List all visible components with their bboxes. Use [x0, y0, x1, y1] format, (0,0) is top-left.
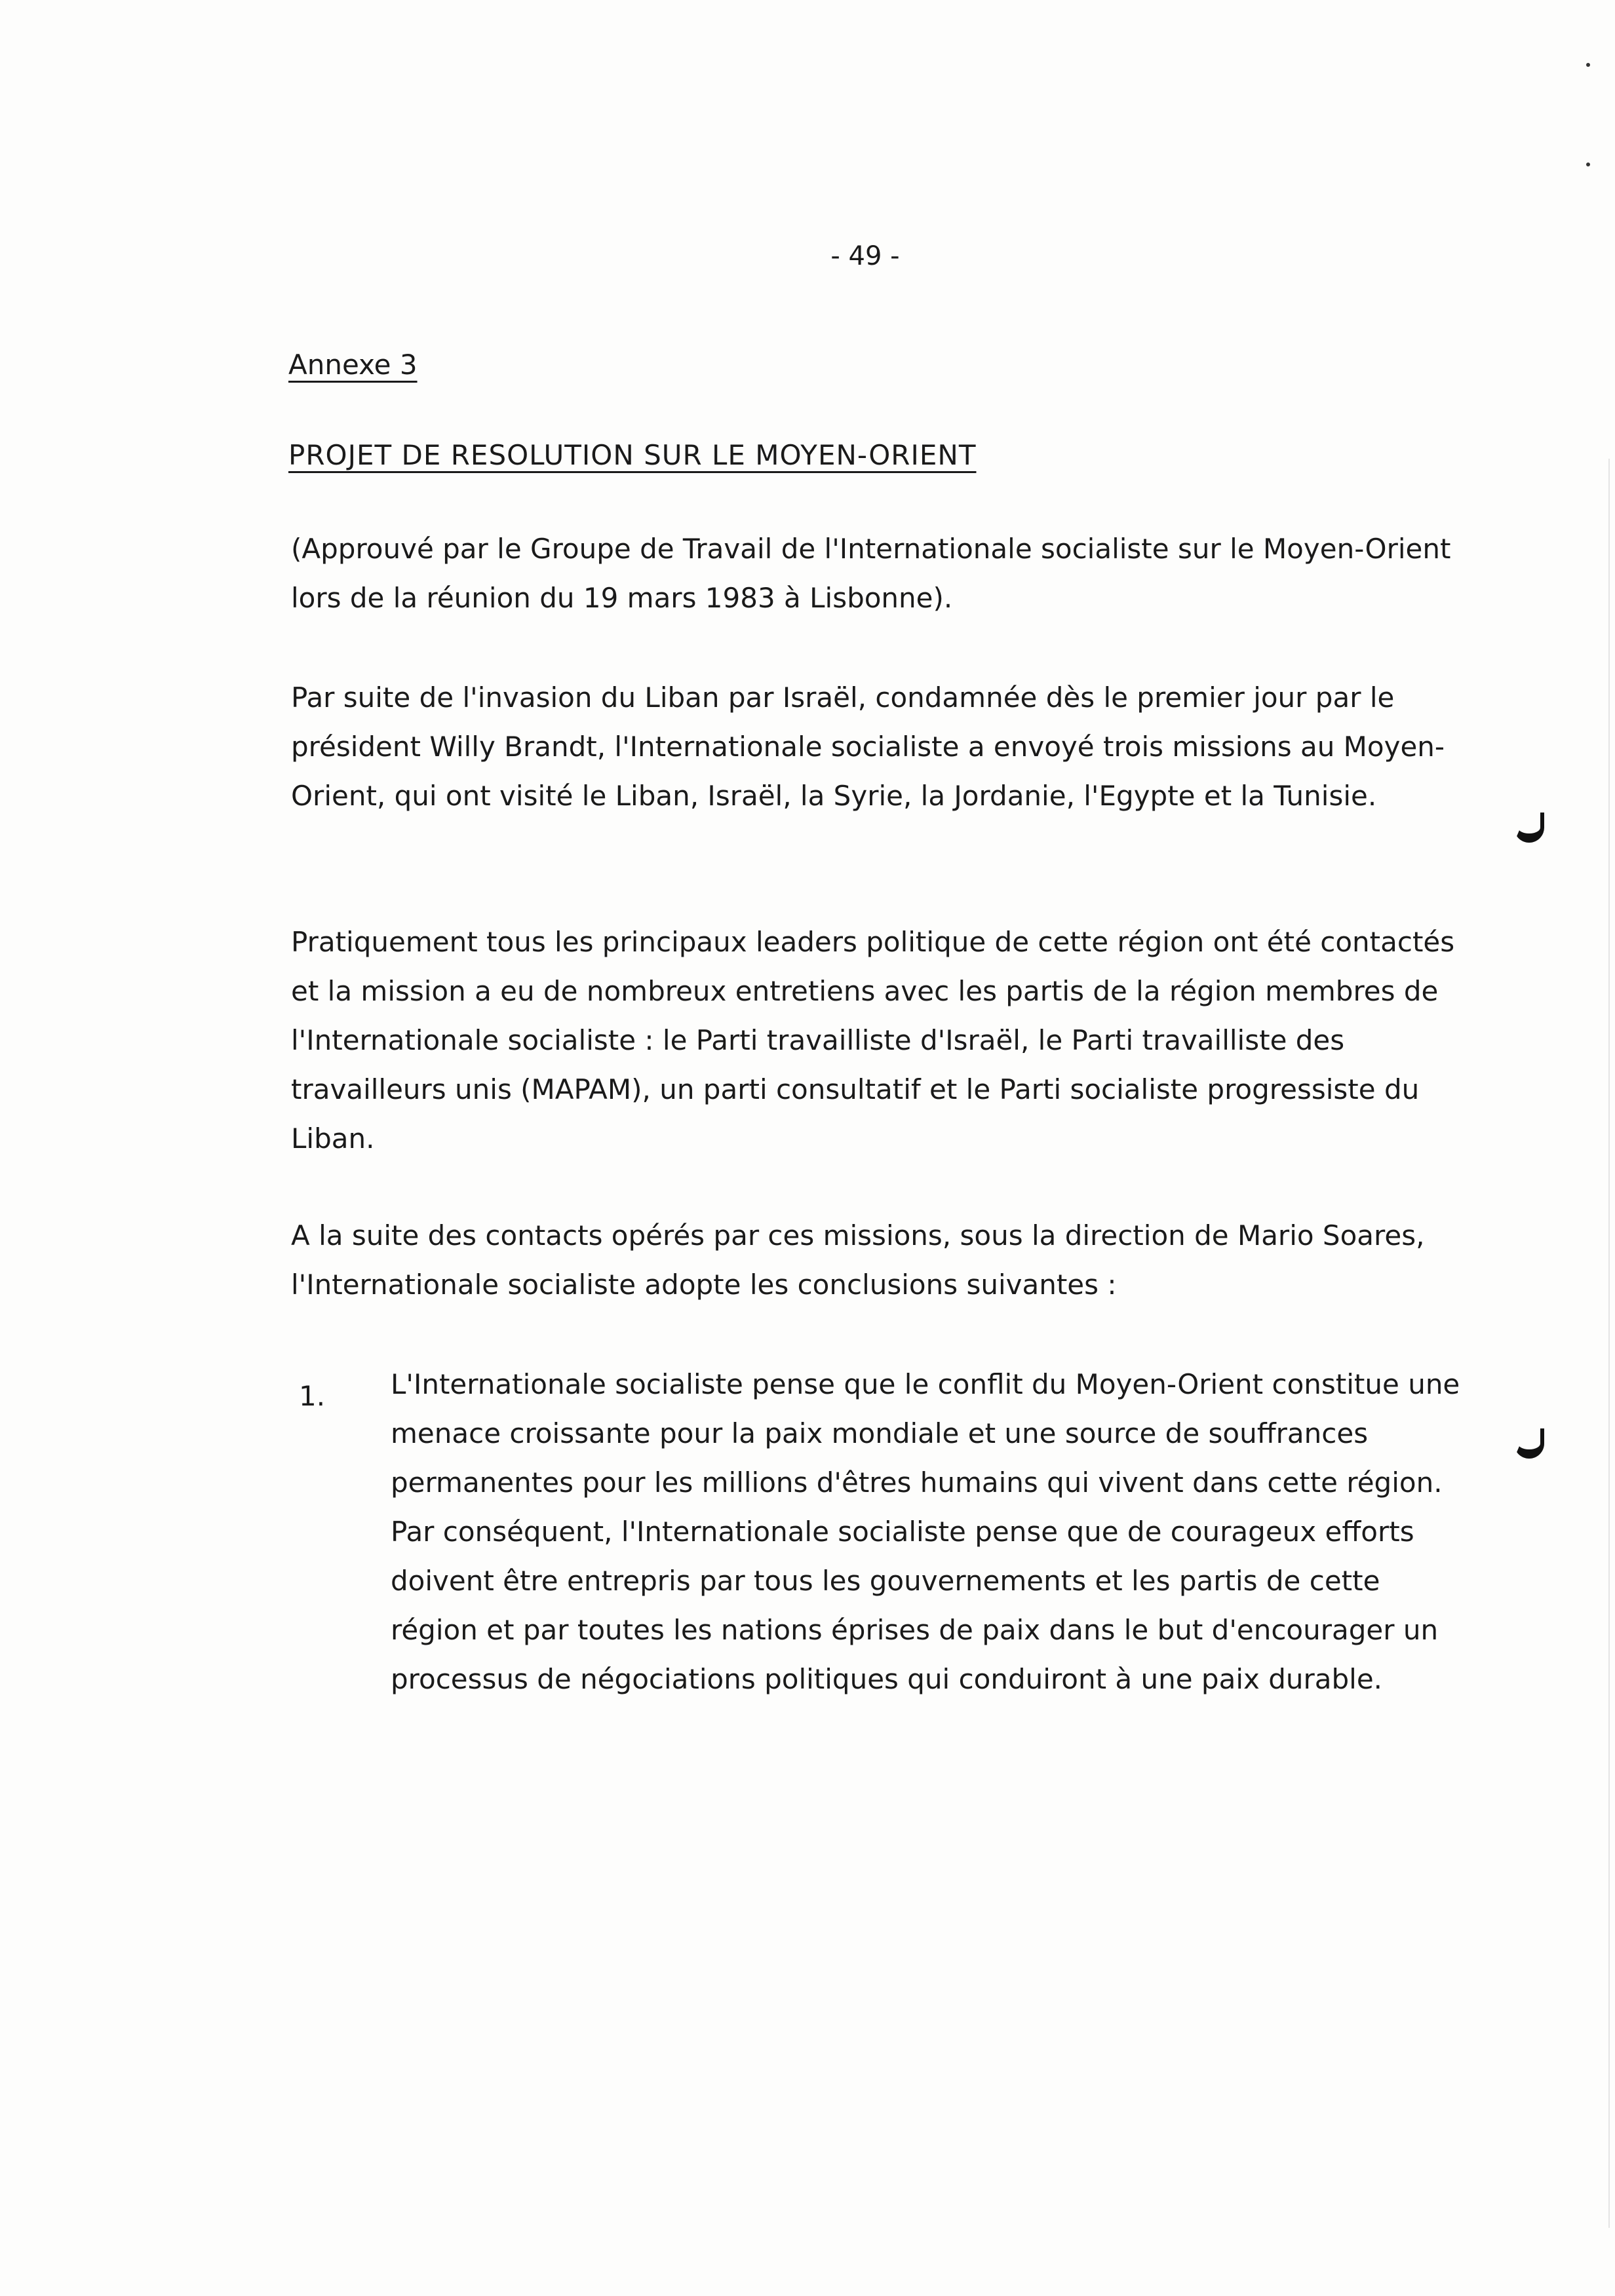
list-item-number: 1.: [299, 1380, 326, 1412]
annex-label: Annexe 3: [288, 349, 418, 381]
binder-hole-mark: [1514, 1428, 1544, 1459]
document-title: PROJET DE RESOLUTION SUR LE MOYEN-ORIENT: [288, 439, 977, 471]
scan-speck: [1586, 163, 1590, 166]
page-number: - 49 -: [830, 241, 900, 271]
binder-hole-mark: [1514, 813, 1544, 843]
leaders-paragraph: Pratiquement tous les principaux leaders politique de cette région ont été contactés et la mission a eu de nombreux entretiens avec les partis de la région membres de l'Internationale socialiste : le Parti travailliste d'Israël, le Parti travailliste des travailleurs unis (MAPAM), un parti consultatif et le Parti socialiste progressiste du Liban.: [291, 926, 1455, 1155]
approval-paragraph: (Approuvé par le Groupe de Travail de l'Internationale socialiste sur le Moyen-Orient lors de la réunion du 19 mars 1983 à Lisbonne).: [291, 533, 1451, 614]
scan-edge-line: [1608, 459, 1610, 2228]
conclusions-intro-paragraph: A la suite des contacts opérés par ces missions, sous la direction de Mario Soares, l'Internationale socialiste adopte les conclusions suivantes :: [291, 1219, 1425, 1301]
list-item-text: L'Internationale socialiste pense que le conflit du Moyen-Orient constitue une menace croissante pour la paix mondiale et une source de souffrances permanentes pour les millions d'êtres humains qui vivent dans cette région. Par conséquent, l'Internationale socialiste pense que de courageux efforts doivent être entrepris par tous les gouvernements et les partis de cette région et par toutes les nations éprises de paix dans le but d'encourager un processus de négociations politiques qui conduiront à une paix durable.: [391, 1368, 1460, 1695]
scan-speck: [1586, 63, 1590, 67]
invasion-paragraph: Par suite de l'invasion du Liban par Israël, condamnée dès le premier jour par le président Willy Brandt, l'Internationale socialiste a envoyé trois missions au Moyen-Orient, qui ont visité le Liban, Israël, la Syrie, la Jordanie, l'Egypte et la Tunisie.: [291, 681, 1445, 812]
